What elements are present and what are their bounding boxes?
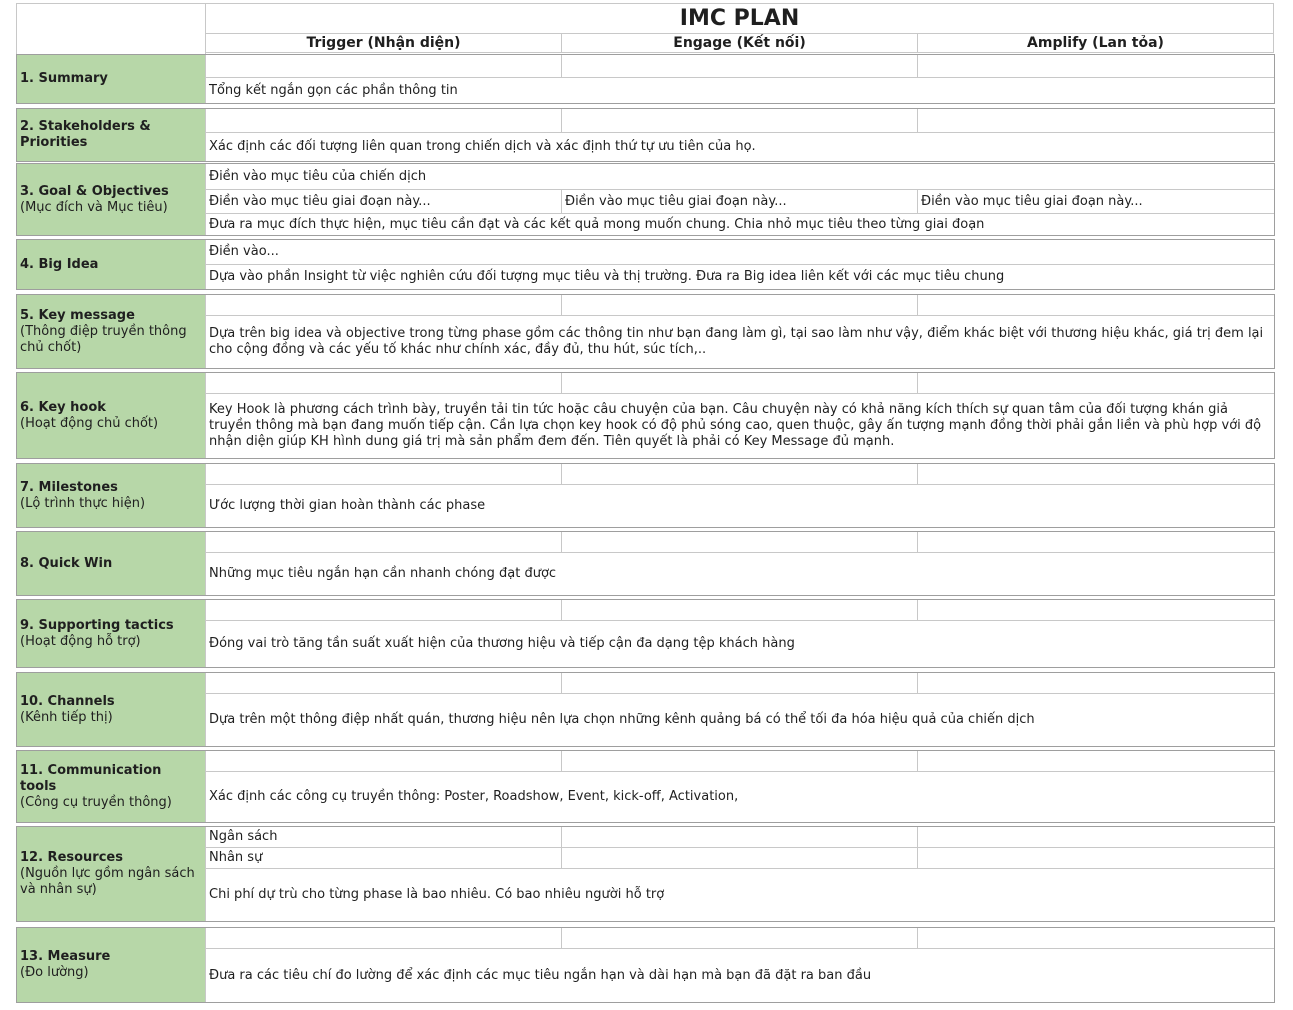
column-header-amplify[interactable]: Amplify (Lan tỏa) [917, 33, 1274, 53]
section-4-text-cell[interactable]: Điền vào... [205, 239, 1275, 265]
section-10-phase-cell[interactable] [561, 672, 918, 694]
section-9-phase-cell[interactable] [917, 599, 1275, 621]
section-12-phase-cell[interactable] [561, 847, 918, 869]
section-2-text-cell[interactable]: Xác định các đối tượng liên quan trong chiến dịch và xác định thứ tự ưu tiên của họ. [205, 132, 1275, 162]
section-label-5[interactable] [16, 294, 206, 369]
section-label-3[interactable] [16, 163, 206, 236]
section-11-phase-cell[interactable] [917, 750, 1275, 772]
section-3-text-cell[interactable]: Điền vào mục tiêu của chiến dịch [205, 163, 1275, 190]
section-2-phase-cell[interactable] [917, 108, 1275, 133]
section-title: 11. Communication tools [20, 762, 162, 794]
section-2-phase-cell[interactable] [205, 108, 562, 133]
section-title: 7. Milestones [20, 479, 118, 495]
section-5-text-cell[interactable]: Dựa trên big idea và objective trong từng phase gồm các thông tin như bạn đang làm gì, tại sao làm như vậy, điểm khác biệt với thương hiệu khác, giá trị đem lại cho cộng đồng và các yếu tố khác như chính xác, đầy đủ, thu hút, súc tích,.. [205, 315, 1275, 369]
section-7-phase-cell[interactable] [205, 463, 562, 485]
section-label-11[interactable] [16, 750, 206, 823]
section-9-phase-cell[interactable] [561, 599, 918, 621]
column-header-engage[interactable]: Engage (Kết nối) [561, 33, 918, 53]
section-title: 3. Goal & Objectives [20, 183, 169, 199]
section-title: 4. Big Idea [20, 256, 99, 272]
section-subtitle: (Thông điệp truyền thông chủ chốt) [20, 323, 187, 355]
section-label-7[interactable] [16, 463, 206, 528]
section-12-phase-cell[interactable] [561, 826, 918, 848]
section-13-phase-cell[interactable] [561, 927, 918, 949]
section-1-phase-cell[interactable] [561, 54, 918, 78]
column-header-trigger[interactable]: Trigger (Nhận diện) [205, 33, 562, 53]
section-title: 13. Measure [20, 949, 111, 964]
section-subtitle: (Nguồn lực gồm ngân sách và nhân sự) [20, 866, 195, 897]
section-label-1[interactable] [16, 54, 206, 104]
section-label-10[interactable] [16, 672, 206, 747]
section-label-9[interactable] [16, 599, 206, 668]
section-title: 1. Summary [20, 71, 108, 86]
section-12-phase-cell[interactable] [917, 847, 1275, 869]
section-5-phase-cell[interactable] [561, 294, 918, 316]
section-6-phase-cell[interactable] [205, 372, 562, 394]
section-8-text-cell[interactable]: Những mục tiêu ngắn hạn cần nhanh chóng đạt được [205, 552, 1275, 596]
section-title: 2. Stakeholders & Priorities [20, 119, 151, 150]
section-7-text-cell[interactable]: Ước lượng thời gian hoàn thành các phase [205, 484, 1275, 528]
section-8-phase-cell[interactable] [561, 531, 918, 553]
section-label-12[interactable] [16, 826, 206, 922]
section-1-phase-cell[interactable] [917, 54, 1275, 78]
section-title: 12. Resources [20, 850, 123, 865]
section-3-phase-cell[interactable]: Điền vào mục tiêu giai đoạn này... [917, 189, 1275, 214]
section-13-phase-cell[interactable] [917, 927, 1275, 949]
section-1-text-cell[interactable]: Tổng kết ngắn gọn các phần thông tin [205, 77, 1275, 104]
section-7-phase-cell[interactable] [561, 463, 918, 485]
section-2-phase-cell[interactable] [561, 108, 918, 133]
section-6-phase-cell[interactable] [917, 372, 1275, 394]
section-9-text-cell[interactable]: Đóng vai trò tăng tần suất xuất hiện của thương hiệu và tiếp cận đa dạng tệp khách hàng [205, 620, 1275, 668]
section-8-phase-cell[interactable] [205, 531, 562, 553]
section-3-phase-cell[interactable]: Điền vào mục tiêu giai đoạn này... [561, 189, 918, 214]
section-title: 9. Supporting tactics [20, 617, 174, 633]
section-8-phase-cell[interactable] [917, 531, 1275, 553]
section-5-phase-cell[interactable] [205, 294, 562, 316]
section-11-phase-cell[interactable] [205, 750, 562, 772]
section-12-phase-cell[interactable]: Nhân sự [205, 847, 562, 869]
section-title: 10. Channels [20, 693, 115, 709]
section-11-text-cell[interactable]: Xác định các công cụ truyền thông: Poster, Roadshow, Event, kick-off, Activation, [205, 771, 1275, 823]
section-label-8[interactable] [16, 531, 206, 596]
section-label-2[interactable] [16, 108, 206, 162]
section-13-phase-cell[interactable] [205, 927, 562, 949]
section-12-phase-cell[interactable]: Ngân sách [205, 826, 562, 848]
section-7-phase-cell[interactable] [917, 463, 1275, 485]
section-label-4[interactable] [16, 239, 206, 290]
section-3-text-cell[interactable]: Đưa ra mục đích thực hiện, mục tiêu cần đạt và các kết quả mong muốn chung. Chia nhỏ mục tiêu theo từng giai đoạn [205, 213, 1275, 236]
section-6-text-cell[interactable]: Key Hook là phương cách trình bày, truyền tải tin tức hoặc câu chuyện của bạn. Câu chuyện này có khả năng kích thích sự quan tâm của đối tượng khán giả truyền thông mà bạn đang muốn tiếp cận. Cần lựa chọn key hook có độ phủ sóng cao, quen thuộc, gây ấn tượng mạnh đồng thời phải gắn liền và phù hợp với độ nhận diện giúp KH hình dung giá trị mà sản phẩm đem đến. Tiên quyết là phải có Key Message đủ mạnh. [205, 393, 1275, 459]
section-12-phase-cell[interactable] [917, 826, 1275, 848]
section-11-phase-cell[interactable] [561, 750, 918, 772]
section-6-phase-cell[interactable] [561, 372, 918, 394]
section-5-phase-cell[interactable] [917, 294, 1275, 316]
section-label-6[interactable] [16, 372, 206, 459]
section-9-phase-cell[interactable] [205, 599, 562, 621]
section-subtitle: (Lộ trình thực hiện) [20, 495, 146, 511]
section-12-text-cell[interactable]: Chi phí dự trù cho từng phase là bao nhiêu. Có bao nhiêu người hỗ trợ [205, 868, 1275, 922]
section-3-phase-cell[interactable]: Điền vào mục tiêu giai đoạn này... [205, 189, 562, 214]
section-10-phase-cell[interactable] [917, 672, 1275, 694]
section-subtitle: (Hoạt động hỗ trợ) [20, 633, 141, 649]
section-title: 5. Key message [20, 307, 135, 323]
section-subtitle: (Hoạt động chủ chốt) [20, 415, 159, 431]
section-title: 8. Quick Win [20, 555, 113, 571]
sheet-title[interactable]: IMC PLAN [205, 3, 1274, 33]
corner-blank-cell[interactable] [16, 3, 206, 54]
section-label-13[interactable] [16, 927, 206, 1003]
section-10-phase-cell[interactable] [205, 672, 562, 694]
section-subtitle: (Mục đích và Mục tiêu) [20, 199, 168, 215]
section-title: 6. Key hook [20, 399, 106, 415]
section-subtitle: (Kênh tiếp thị) [20, 709, 113, 725]
section-13-text-cell[interactable]: Đưa ra các tiêu chí đo lường để xác định các mục tiêu ngắn hạn và dài hạn mà bạn đã đặt ra ban đầu [205, 948, 1275, 1003]
section-subtitle: (Công cụ truyền thông) [20, 794, 172, 810]
section-4-text-cell[interactable]: Dựa vào phần Insight từ việc nghiên cứu đối tượng mục tiêu và thị trường. Đưa ra Big idea liên kết với các mục tiêu chung [205, 264, 1275, 290]
section-1-phase-cell[interactable] [205, 54, 562, 78]
section-subtitle: (Đo lường) [20, 965, 89, 980]
section-10-text-cell[interactable]: Dựa trên một thông điệp nhất quán, thương hiệu nên lựa chọn những kênh quảng bá có thể tối đa hóa hiệu quả của chiến dịch [205, 693, 1275, 747]
